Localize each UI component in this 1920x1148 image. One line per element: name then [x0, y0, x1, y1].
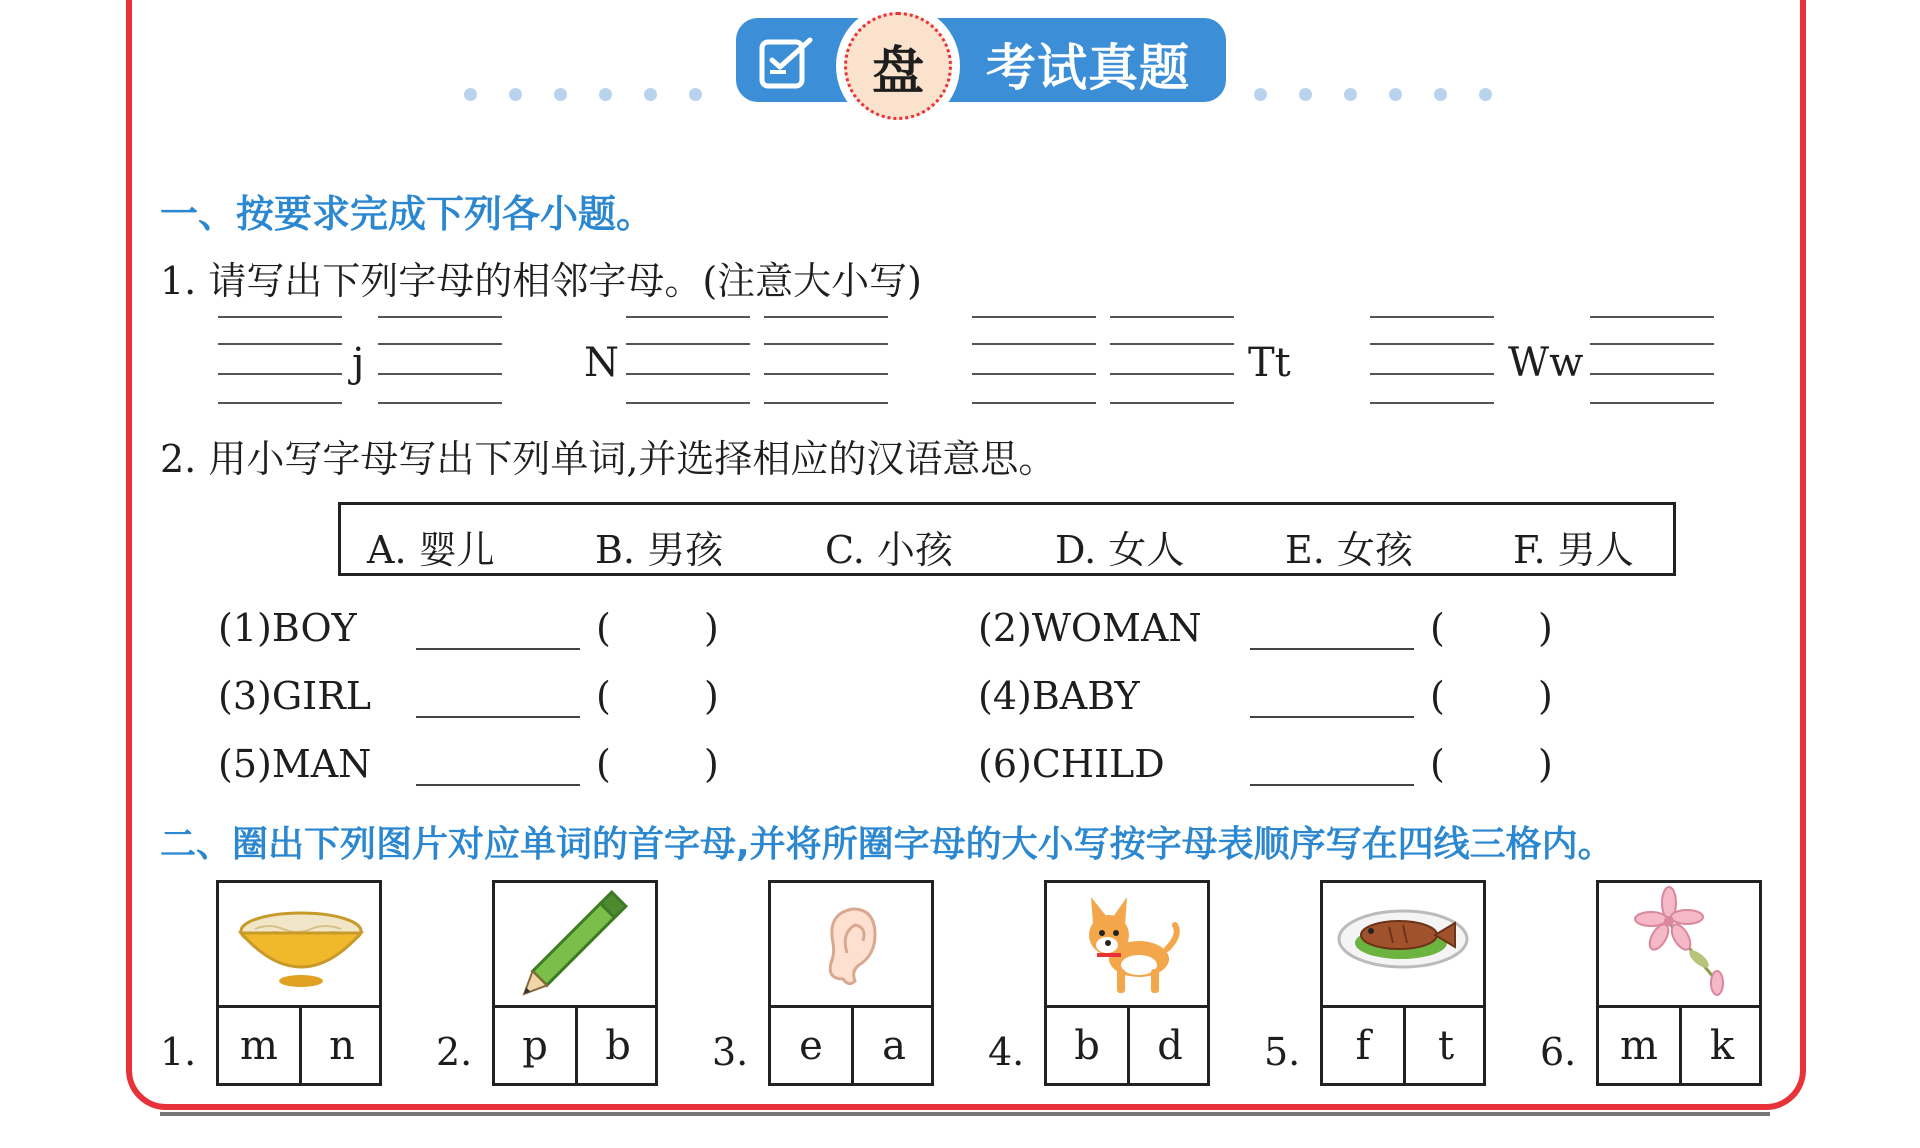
paren-close: ): [1538, 606, 1553, 650]
badge: [836, 4, 960, 128]
section1-title: 一、按要求完成下列各小题。: [160, 192, 655, 236]
paren-close: ): [1538, 674, 1553, 718]
checklist-icon: [756, 34, 818, 92]
pencil-icon: [495, 883, 655, 1008]
choice-letter[interactable]: n: [329, 1022, 355, 1069]
letter-prompt: j: [352, 340, 365, 386]
picture-card: [768, 880, 934, 1086]
paren-open: (: [1430, 674, 1445, 718]
choice-letter[interactable]: p: [495, 1008, 578, 1083]
dog-icon: [1047, 883, 1207, 1008]
writing-line[interactable]: [626, 316, 750, 404]
answer-blank[interactable]: [416, 716, 580, 718]
word-item: (5)MAN: [218, 742, 372, 786]
card-number: 3.: [712, 1030, 749, 1074]
q2-text: 2. 用小写字母写出下列单词,并选择相应的汉语意思。: [160, 437, 1057, 481]
flower-icon: [1599, 883, 1759, 1008]
paren-close: ): [704, 742, 719, 786]
paren-close: ): [704, 674, 719, 718]
noodles-bowl-icon: [219, 883, 379, 1008]
writing-line[interactable]: [1370, 316, 1494, 404]
card-number: 1.: [160, 1030, 197, 1074]
letter-prompt: N: [584, 340, 619, 386]
word-item: (4)BABY: [978, 674, 1140, 718]
word-item: (2)WOMAN: [978, 606, 1202, 650]
fish-dish-icon: [1323, 883, 1483, 1008]
answer-blank[interactable]: [1250, 784, 1414, 786]
writing-line[interactable]: [764, 316, 888, 404]
choice-letter[interactable]: d: [1157, 1022, 1183, 1069]
answer-blank[interactable]: [1250, 648, 1414, 650]
picture-card: [216, 880, 382, 1086]
picture-card: [1044, 880, 1210, 1086]
picture-card: [492, 880, 658, 1086]
paren-open: (: [1430, 606, 1445, 650]
badge-text: 盘: [844, 12, 952, 120]
section2-title: 二、圈出下列图片对应单词的首字母,并将所圈字母的大小写按字母表顺序写在四线三格内。: [160, 824, 1614, 865]
answer-blank[interactable]: [416, 784, 580, 786]
bottom-rule: [160, 1112, 1770, 1116]
writing-line[interactable]: [378, 316, 502, 404]
word-item: (1)BOY: [218, 606, 357, 650]
left-dots: [464, 88, 702, 101]
option: B. 男孩: [595, 528, 724, 572]
word-item: (3)GIRL: [218, 674, 372, 718]
card-number: 5.: [1264, 1030, 1301, 1074]
card-number: 4.: [988, 1030, 1025, 1074]
card-number: 2.: [436, 1030, 473, 1074]
paren-close: ): [1538, 742, 1553, 786]
choice-letter[interactable]: m: [219, 1008, 302, 1083]
paren-open: (: [1430, 742, 1445, 786]
writing-line[interactable]: [972, 316, 1096, 404]
choice-letter[interactable]: t: [1437, 1022, 1455, 1069]
q1-text: 1. 请写出下列字母的相邻字母。(注意大小写): [160, 259, 922, 303]
choice-letter[interactable]: a: [882, 1022, 906, 1069]
right-dots: [1254, 88, 1492, 101]
writing-line[interactable]: [1590, 316, 1714, 404]
word-item: (6)CHILD: [978, 742, 1165, 786]
letter-prompt: Tt: [1248, 340, 1291, 386]
paren-open: (: [596, 742, 611, 786]
picture-card: [1320, 880, 1486, 1086]
option: E. 女孩: [1285, 528, 1413, 572]
choice-letter[interactable]: b: [1047, 1008, 1130, 1083]
choice-letter[interactable]: k: [1709, 1022, 1735, 1069]
picture-card: [1596, 880, 1762, 1086]
option: F. 男人: [1513, 528, 1634, 572]
answer-blank[interactable]: [1250, 716, 1414, 718]
choice-letter[interactable]: m: [1599, 1008, 1682, 1083]
option: D. 女人: [1055, 528, 1185, 572]
card-number: 6.: [1540, 1030, 1577, 1074]
letter-prompt: Ww: [1508, 340, 1584, 386]
writing-line[interactable]: [1110, 316, 1234, 404]
paren-close: ): [704, 606, 719, 650]
paren-open: (: [596, 606, 611, 650]
choice-letter[interactable]: b: [605, 1022, 631, 1069]
paren-open: (: [596, 674, 611, 718]
option: C. 小孩: [825, 528, 953, 572]
choice-letter[interactable]: e: [771, 1008, 854, 1083]
options-box: [338, 502, 1676, 576]
option: A. 婴儿: [367, 528, 495, 572]
choice-letter[interactable]: f: [1323, 1008, 1406, 1083]
writing-line[interactable]: [218, 316, 342, 404]
ear-icon: [771, 883, 931, 1008]
answer-blank[interactable]: [416, 648, 580, 650]
banner-title: 考试真题: [986, 39, 1190, 97]
